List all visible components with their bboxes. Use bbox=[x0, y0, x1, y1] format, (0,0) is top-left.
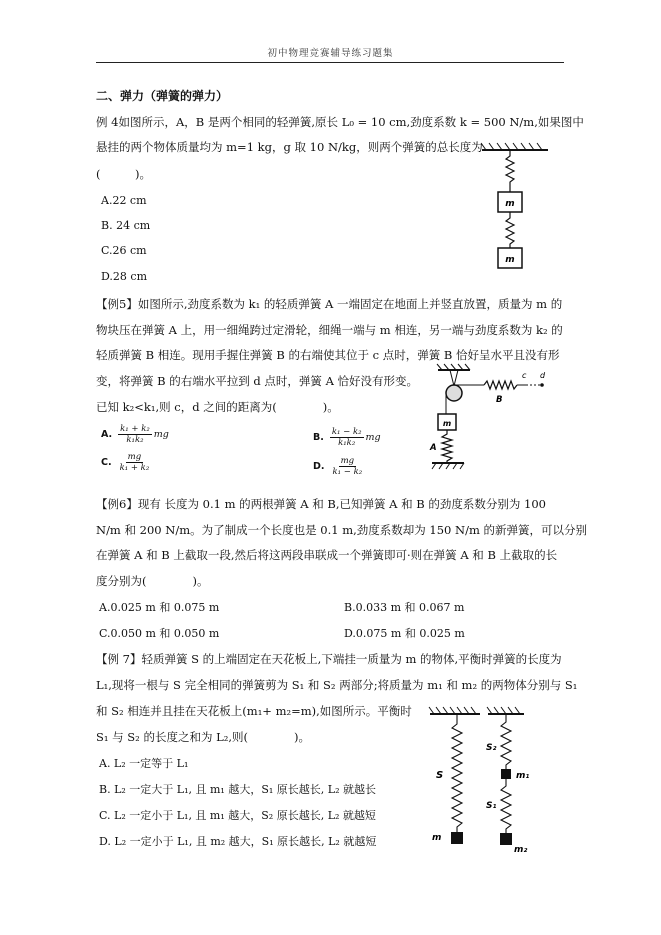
ex4-line1: 例 4如图所示，A，B 是两个相同的轻弹簧,原长 L₀ = 10 cm,劲度系数 k = 500 N/m,如果图中 bbox=[96, 115, 584, 129]
ex7-label-s1: S₁ bbox=[486, 801, 497, 811]
ex7-line2: L₁,现将一根与 S 完全相同的弹簧剪为 S₁ 和 S₂ 两部分;将质量为 m₁ 和 m₂ 的两物体分别与 S₁ bbox=[96, 678, 578, 692]
ex4-option-d: D.28 cm bbox=[101, 270, 148, 283]
ex7-option-d: D. L₂ 一定小于 L₁, 且 m₂ 越大，S₁ 原长越长, L₂ 就越短 bbox=[99, 835, 377, 848]
ex4-option-a: A.22 cm bbox=[101, 194, 147, 207]
ex7-label-s2: S₂ bbox=[486, 743, 497, 753]
header-rule bbox=[96, 62, 564, 63]
ex7-line1: 【例 7】轻质弹簧 S 的上端固定在天花板上,下端挂一质量为 m 的物体,平衡时弹簧的长度为 bbox=[96, 652, 562, 666]
ex6-line3: 在弹簧 A 和 B 上截取一段,然后将这两段串联成一个弹簧即可·则在弹簧 A 和 B 上截取的长 bbox=[96, 548, 558, 562]
ex5-label-c: c bbox=[522, 371, 527, 380]
ex6-line1: 【例6】现有 长度为 0.1 m 的两根弹簧 A 和 B,已知弹簧 A 和 B 的劲度系数分别为 100 bbox=[96, 497, 546, 511]
ex6-line4: 度分别为( )。 bbox=[96, 574, 209, 588]
ex7-line4: S₁ 与 S₂ 的长度之和为 L₂,则( )。 bbox=[96, 730, 310, 744]
ex5-option-d: D. $\frac{mg}{\text{k₁ − k₂}}$ bbox=[313, 456, 363, 477]
ex4-mass-label-bottom: m bbox=[505, 255, 515, 265]
ex7-label-s: S bbox=[436, 770, 444, 781]
ex7-option-a: A. L₂ 一定等于 L₁ bbox=[99, 757, 189, 770]
ex6-line2: N/m 和 200 N/m。为了制成一个长度也是 0.1 m,劲度系数却为 150 N/m 的新弹簧，可以分别 bbox=[96, 523, 588, 537]
ex5-line4: 变，将弹簧 B 的右端水平拉到 d 点时，弹簧 A 恰好没有形变。 bbox=[96, 374, 419, 388]
ex5-line5: 已知 k₂<k₁,则 c，d 之间的距离为( )。 bbox=[96, 400, 339, 414]
ex7-label-m1: m₁ bbox=[516, 771, 530, 781]
ex4-line2: 悬挂的两个物体质量均为 m=1 kg，g 取 10 N/kg，则两个弹簧的总长度为 bbox=[96, 140, 483, 154]
ex5-label-a: A bbox=[430, 443, 437, 453]
page-header: 初中物理竞赛辅导练习题集 bbox=[267, 48, 394, 59]
ex5-figure bbox=[424, 362, 564, 482]
ex5-option-c: C. $\frac{mg}{\text{k₁ + k₂}}$ bbox=[101, 452, 150, 473]
ex7-option-c: C. L₂ 一定小于 L₁, 且 m₁ 越大，S₂ 原长越长, L₂ 就越短 bbox=[99, 809, 376, 822]
ex6-option-c: C.0.050 m 和 0.050 m bbox=[99, 627, 220, 640]
ex7-figure bbox=[424, 706, 534, 854]
ex4-option-b: B. 24 cm bbox=[101, 219, 151, 232]
ex5-label-m: m bbox=[442, 419, 452, 428]
ex4-line3: ( )。 bbox=[96, 167, 151, 181]
ex4-mass-label-top: m bbox=[505, 199, 515, 209]
ex7-line3: 和 S₂ 相连并且挂在天花板上(m₁+ m₂=m),如图所示。平衡时 bbox=[96, 704, 412, 718]
ex4-option-c: C.26 cm bbox=[101, 244, 147, 257]
ex5-option-b: B. $\frac{\text{k₁ − k₂}}{\text{k₁k₂}}$ mg bbox=[313, 427, 381, 448]
ex6-option-a: A.0.025 m 和 0.075 m bbox=[99, 601, 220, 614]
ex4-figure bbox=[476, 142, 556, 272]
ex5-option-a: A. $\frac{\text{k₁ + k₂}}{\text{k₁k₂}}$ mg bbox=[101, 424, 169, 445]
ex7-option-b: B. L₂ 一定大于 L₁, 且 m₁ 越大，S₁ 原长越长, L₂ 就越长 bbox=[99, 783, 376, 796]
section-title: 二、弹力（弹簧的弹力） bbox=[96, 89, 229, 103]
ex6-option-b: B.0.033 m 和 0.067 m bbox=[344, 601, 465, 614]
ex6-option-d: D.0.075 m 和 0.025 m bbox=[344, 627, 465, 640]
ex5-line1: 【例5】如图所示,劲度系数为 k₁ 的轻质弹簧 A 一端固定在地面上并竖直放置，质量为 m 的 bbox=[96, 297, 563, 311]
ex5-line3: 轻质弹簧 B 相连。现用手握住弹簧 B 的右端使其位于 c 点时，弹簧 B 恰好呈水平且没有形 bbox=[96, 348, 560, 362]
ex7-label-m2: m₂ bbox=[514, 845, 528, 854]
ex7-label-m: m bbox=[432, 833, 442, 843]
ex5-label-b: B bbox=[496, 395, 503, 405]
ex5-line2: 物块压在弹簧 A 上，用一细绳跨过定滑轮，细绳一端与 m 相连，另一端与劲度系数为 k₂ 的 bbox=[96, 323, 563, 337]
ex5-label-d: d bbox=[540, 371, 546, 380]
